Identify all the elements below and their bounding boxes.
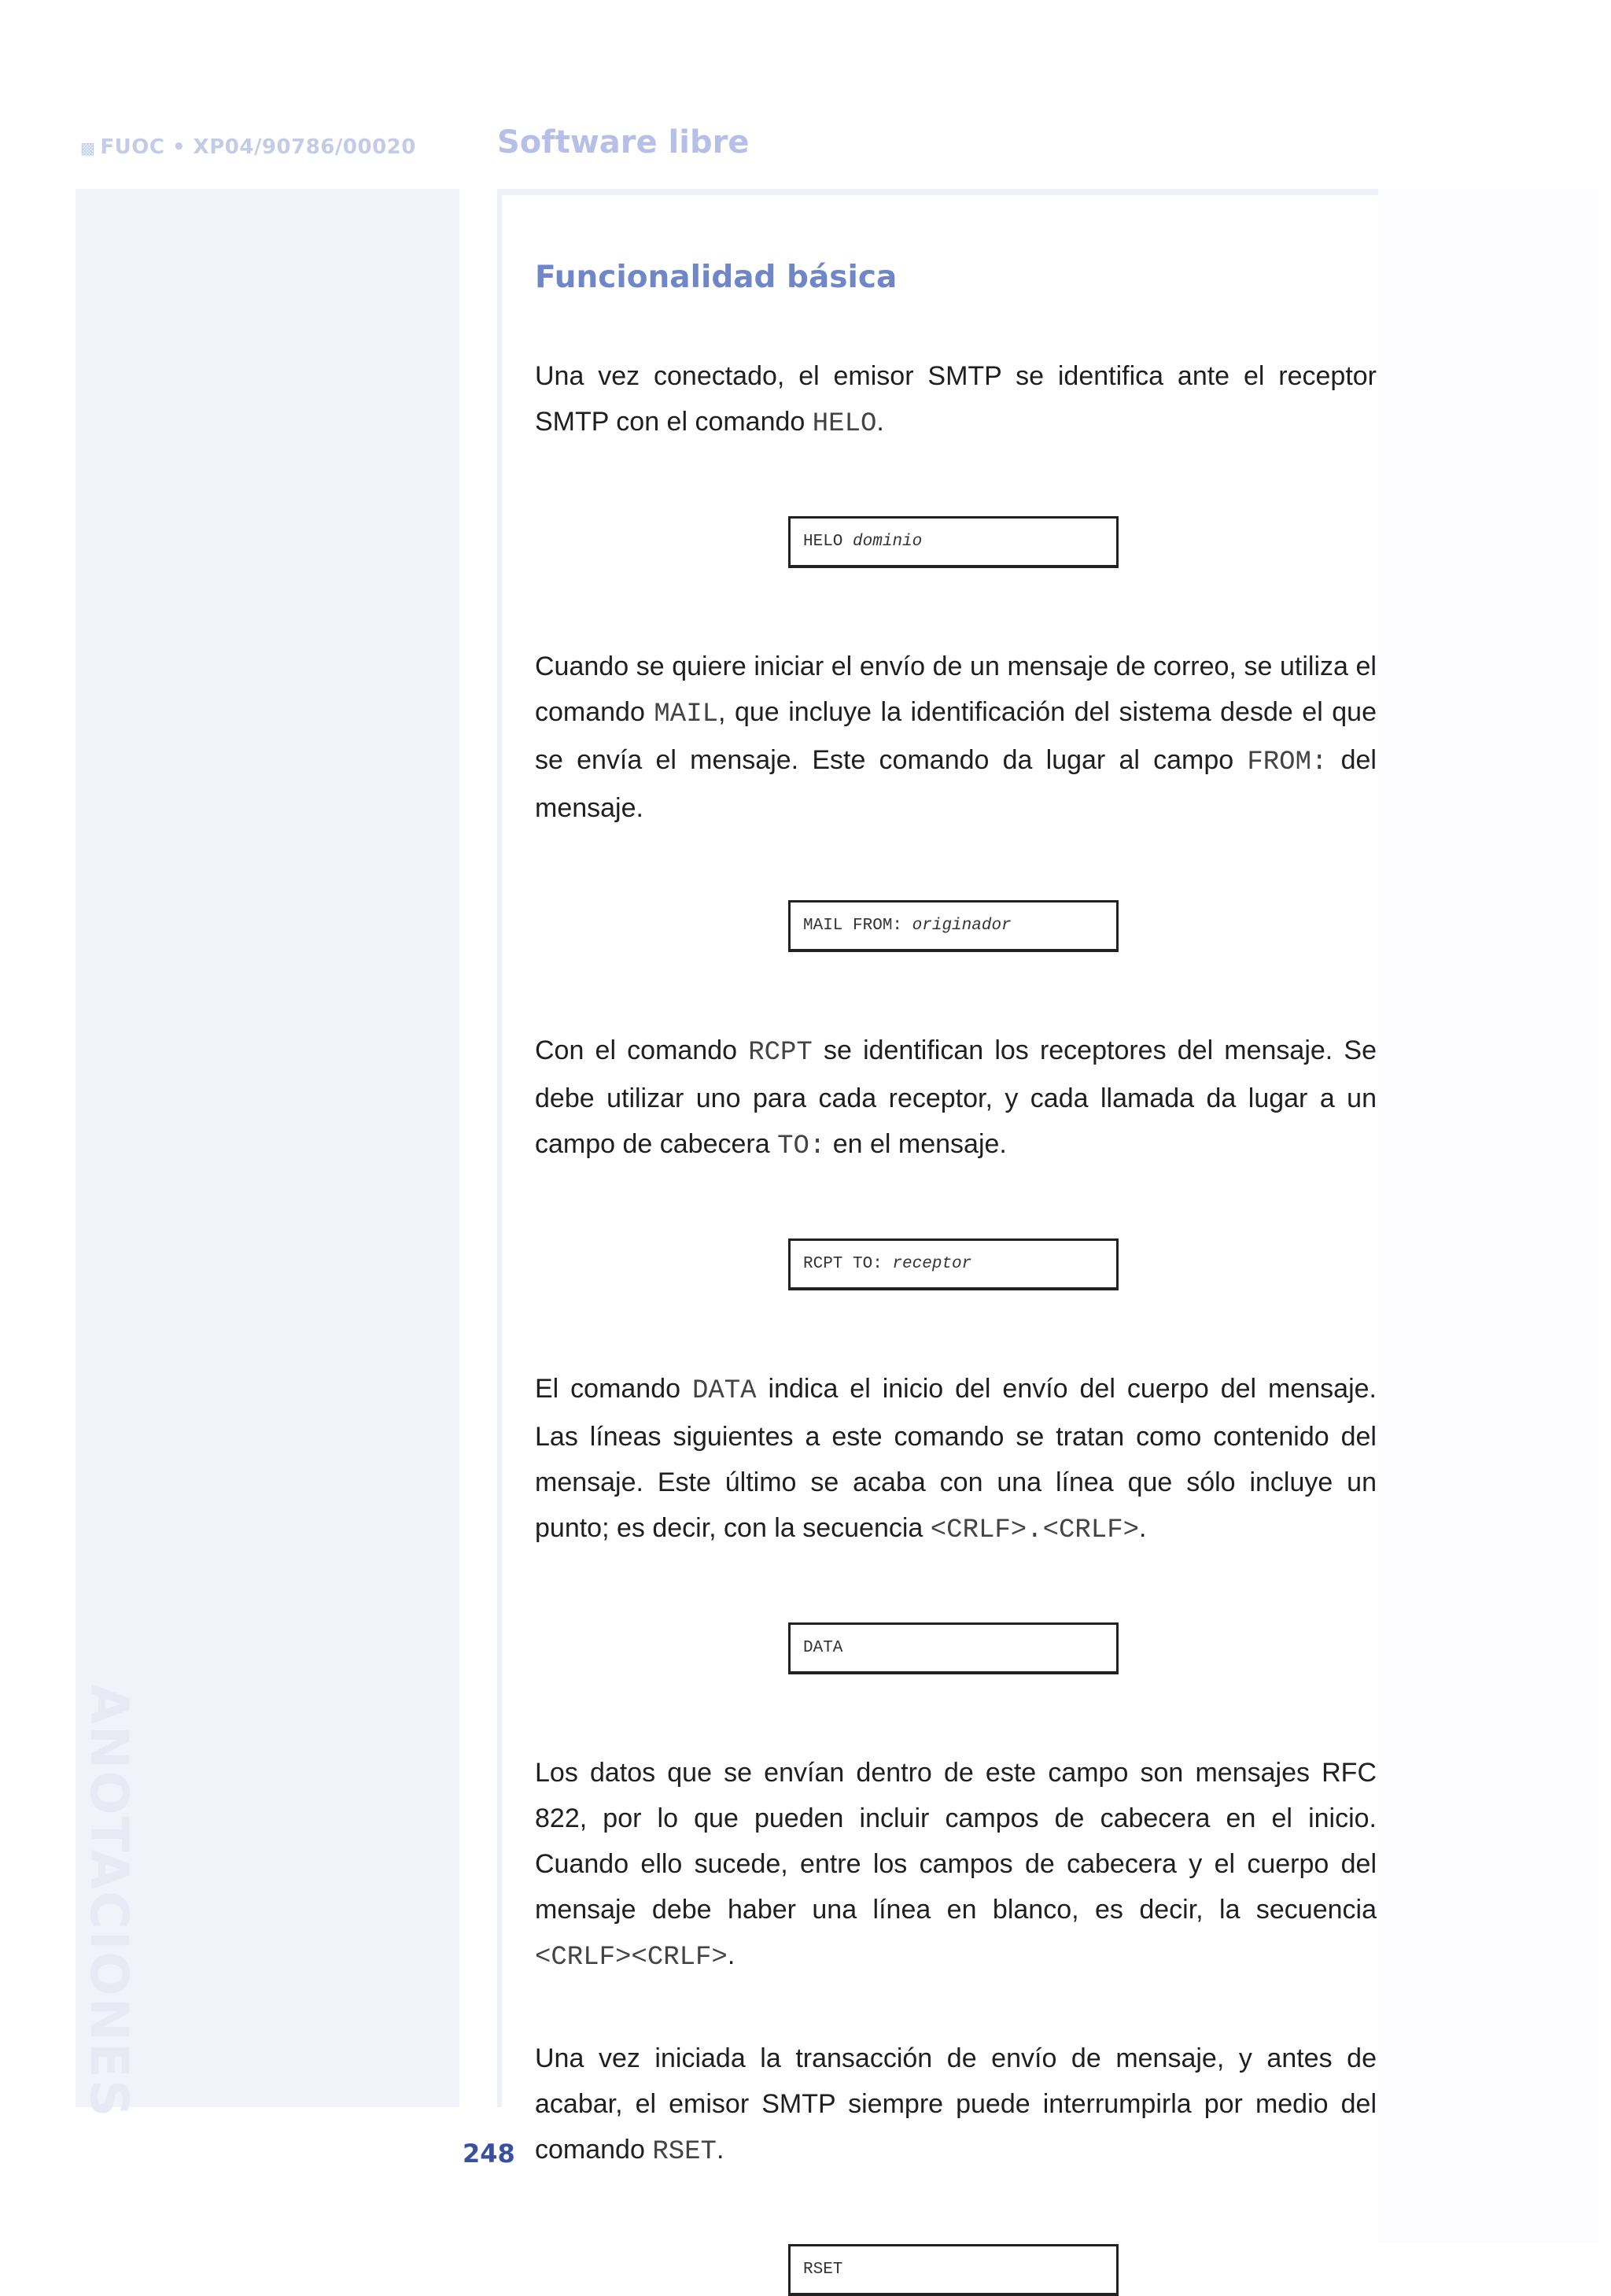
code-box-rset: RSET [788,2244,1119,2296]
page-number: 248 [463,2139,515,2169]
content-left-rule [497,189,502,2107]
sidebar-label-text: ANOTACIONES [79,1684,139,2119]
code-box-mail: MAIL FROM: originador [788,900,1119,952]
top-rule [497,189,1378,195]
paragraph-data: El comando DATA indica el inicio del envío del cuerpo del mensaje. Las líneas siguientes a este comando se tratan como contenido del mensaje. Este último se acaba con una línea que sólo incluye un punto; es decir, con la secuencia <CRLF>.<CRLF>. [535,1374,1377,1545]
code-box-rcpt: RCPT TO: receptor [788,1238,1119,1290]
paragraph-helo: Una vez conectado, el emisor SMTP se identifica ante el receptor SMTP con el comando HELO. [535,361,1377,439]
code-box-data: DATA [788,1622,1119,1674]
right-margin [1378,189,1598,2242]
document-id-text: FUOC • XP04/90786/00020 [100,135,416,159]
section-title: Funcionalidad básica [535,260,898,295]
sidebar-label [76,1684,139,2119]
paragraph-rfc822: Los datos que se envían dentro de este campo son mensajes RFC 822, por lo que pueden incluir campos de cabecera en el inicio. Cuando ello sucede, entre los campos de cabecera y el cuerpo del mensaje debe haber una línea en blanco, es decir, la secuencia <CRLF><CRLF>. [535,1758,1377,1973]
fuoc-logo-icon: ▩ [80,138,96,157]
code-box-helo: HELO dominio [788,516,1119,568]
paragraph-rset: Una vez iniciada la transacción de envío de mensaje, y antes de acabar, el emisor SMTP siempre puede interrumpirla por medio del comando RSET. [535,2043,1377,2167]
paragraph-rcpt: Con el comando RCPT se identifican los receptores del mensaje. Se debe utilizar uno para cada receptor, y cada llamada da lugar a un campo de cabecera TO: en el mensaje. [535,1035,1377,1161]
document-id [80,135,416,159]
main-content [535,260,1377,2296]
paragraph-mail: Cuando se quiere iniciar el envío de un mensaje de correo, se utiliza el comando MAIL, que incluye la identificación del sistema desde el que se envía el mensaje. Este comando da lugar al campo FROM: del mensaje. [535,652,1377,823]
book-title: Software libre [497,124,750,161]
